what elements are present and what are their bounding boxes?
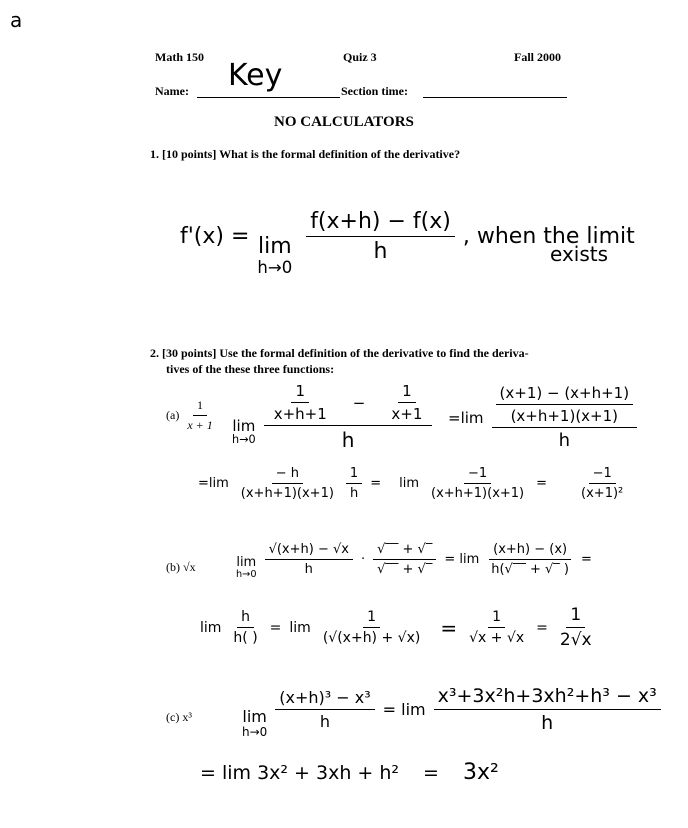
- part-b-label: (b) √x: [166, 560, 196, 574]
- part-c-s2-num: x³+3x²h+3xh²+h³ − x³: [434, 685, 661, 710]
- part-b-lim-sub: h→0: [236, 569, 257, 581]
- part-a-s2-h: h: [558, 430, 571, 451]
- q1-den: h: [373, 238, 388, 264]
- part-b-s1-den: h: [304, 562, 313, 577]
- part-a-eq-lim: =lim: [448, 408, 484, 427]
- q1-lim: lim: [257, 234, 292, 259]
- q1-tail2: exists: [550, 242, 609, 266]
- quiz-label: Quiz 3: [343, 50, 377, 64]
- part-b-s2-den: h(√‾‾ + √‾ ): [491, 562, 569, 577]
- part-c-s1-num: (x+h)³ − x³: [275, 688, 374, 710]
- part-a-t2-num: 1: [398, 382, 416, 403]
- part-a-l2-lim2: lim: [399, 476, 419, 491]
- term-label: Fall 2000: [514, 50, 561, 64]
- part-a-t1-num: 1: [291, 382, 309, 403]
- part-b-l2-eq1: =: [269, 619, 282, 636]
- part-c-eq-lim: = lim: [382, 699, 426, 719]
- part-b-l2-num3: 1: [488, 609, 505, 628]
- part-c-s2-den: h: [541, 711, 554, 734]
- q1-prompt: 1. [10 points] What is the formal definition of the derivative?: [150, 147, 461, 161]
- q1-num: f(x+h) − f(x): [306, 209, 455, 237]
- notice: NO CALCULATORS: [274, 114, 414, 130]
- q1-lim-sub: h→0: [257, 258, 293, 278]
- part-b-lim: lim: [236, 555, 257, 570]
- part-a-den: h: [341, 428, 355, 452]
- part-c-l2-eq: =: [423, 761, 439, 784]
- part-c-l2: = lim 3x² + 3xh + h²: [200, 761, 400, 784]
- part-a-l2-num: − h: [272, 466, 303, 484]
- part-a-l2-lim: =lim: [198, 476, 229, 491]
- part-b-dot: ·: [360, 552, 366, 567]
- part-b-s2-num: (x+h) − (x): [489, 542, 571, 560]
- part-c-result: 3x²: [462, 760, 499, 785]
- part-a-t2-den: x+1: [391, 405, 423, 423]
- part-a-l2-num2: −1: [464, 466, 491, 484]
- part-b-s1-num: √(x+h) − √x: [265, 542, 353, 560]
- part-c-s1-den: h: [319, 711, 331, 731]
- part-b-l2-lim: lim: [200, 619, 222, 636]
- part-a-step2: [448, 384, 637, 451]
- part-a-lim: lim: [232, 416, 256, 435]
- part-c-lim: lim: [242, 707, 267, 726]
- part-a-l2-den: (x+h+1)(x+1): [240, 486, 334, 501]
- part-a-result-num: −1: [589, 466, 616, 484]
- course-label: Math 150: [155, 50, 204, 64]
- part-b-l2-num2: 1: [363, 609, 380, 628]
- part-a-result-den: (x+1)²: [581, 486, 624, 501]
- part-a-lim-sub: h→0: [232, 433, 256, 447]
- part-a-label: [166, 398, 217, 433]
- part-b-conj-num: √‾‾ + √‾: [373, 542, 436, 560]
- q1-lhs: f'(x) =: [180, 223, 250, 249]
- part-b-line2: [200, 605, 596, 650]
- part-b-l2-eq3: =: [536, 619, 548, 636]
- part-a-l2-den2: (x+h+1)(x+1): [431, 486, 525, 501]
- part-b-l2-den: h( ): [233, 630, 258, 646]
- part-a-eq2: =: [536, 476, 548, 491]
- q2-prompt-line2: tives of the these three functions:: [166, 362, 335, 376]
- part-b-step1: [236, 538, 592, 581]
- part-a-step1: [232, 382, 432, 452]
- corner-mark: a: [10, 8, 23, 32]
- part-b-l2-num: h: [237, 609, 254, 628]
- part-c-step1: [242, 680, 661, 739]
- part-b-eq-lim: = lim: [444, 552, 480, 567]
- part-a-minus: −: [352, 393, 366, 412]
- name-line: [197, 97, 340, 98]
- section-line: [423, 97, 567, 98]
- part-b-l2-den2: (√(x+h) + √x): [322, 630, 421, 646]
- part-c-lim-sub: h→0: [242, 724, 268, 739]
- part-a-func-den: x + 1: [187, 418, 213, 432]
- part-b-l2-lim2: lim: [289, 619, 311, 636]
- q1-tail: , when the limit: [462, 223, 635, 249]
- section-label: Section time:: [341, 84, 408, 98]
- part-a-s2-den: (x+h+1)(x+1): [510, 407, 619, 425]
- part-b-eq: =: [581, 552, 592, 567]
- part-b-l2-eq2: =: [440, 615, 458, 640]
- part-a-l2-f-num: 1: [346, 466, 362, 484]
- part-c-line2: [200, 760, 499, 785]
- part-a-t1-den: x+h+1: [273, 405, 327, 423]
- part-c-label: (c) x³: [166, 710, 192, 724]
- part-a-letter: (a): [166, 408, 180, 422]
- part-b-conj-den: √‾‾ + √‾: [377, 562, 433, 577]
- part-b-result-num: 1: [566, 605, 585, 628]
- part-a-func-num: 1: [193, 398, 207, 416]
- q2-prompt-line1: 2. [30 points] Use the formal definition of the derivative to find the deriva-: [150, 346, 529, 360]
- part-a-eq1: =: [370, 476, 382, 491]
- name-value: Key: [228, 58, 283, 93]
- part-a-l2-f-den: h: [349, 486, 359, 501]
- name-label: Name:: [155, 84, 189, 98]
- part-a-line2: [198, 466, 627, 501]
- part-b-result-den: 2√x: [559, 630, 592, 650]
- part-a-s2-num: (x+1) − (x+h+1): [496, 384, 634, 405]
- part-b-l2-den3: √x + √x: [469, 630, 525, 646]
